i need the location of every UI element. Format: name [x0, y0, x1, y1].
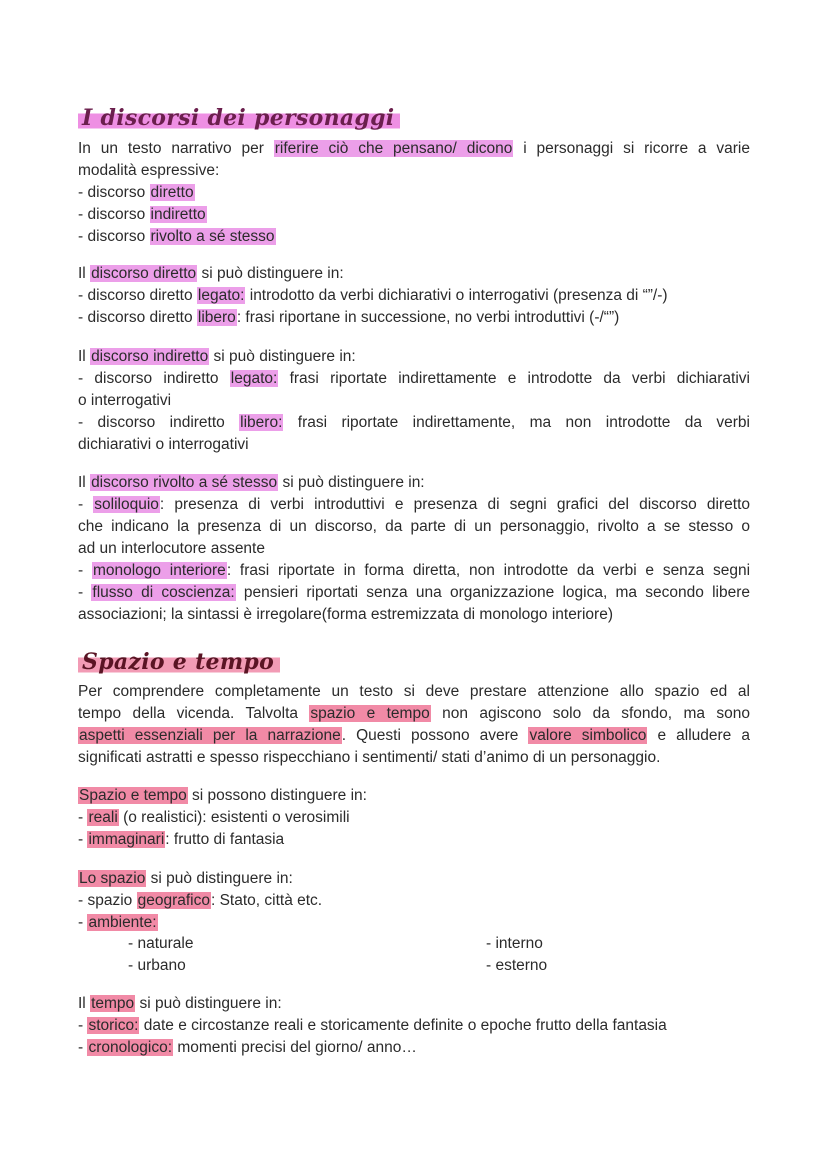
highlight: monologo interiore	[92, 562, 226, 579]
highlight: diretto	[150, 184, 194, 201]
list-item: - discorso rivolto a sé stesso	[78, 228, 275, 245]
highlight: tempo	[91, 995, 135, 1012]
text-line: o interrogativi	[78, 392, 172, 409]
text-line: significati astratti e spesso rispecchiano i sentimenti/ stati d’animo di un personaggio.	[78, 749, 661, 766]
text-line: modalità espressive:	[78, 162, 220, 179]
sub-item: - interno	[486, 935, 543, 952]
highlight: flusso di coscienza:	[92, 584, 235, 601]
highlight: libero:	[240, 414, 283, 431]
highlight: discorso rivolto a sé stesso	[91, 474, 278, 491]
list-item: - spazio geografico: Stato, città etc.	[78, 892, 323, 909]
list-item: - reali (o realistici): esistenti o verosimili	[78, 809, 350, 826]
sub-item: - naturale	[128, 935, 194, 952]
section-title-spazio-tempo: Spazio e tempo	[78, 647, 280, 677]
text-line: In un testo narrativo per riferire ciò che pensano/ dicono i personaggi si ricorre a varie	[78, 140, 750, 157]
list-item: - monologo interiore: frasi riportate in forma diretta, non introdotte da verbi e senza segni	[78, 562, 751, 579]
discorso-indiretto-block	[78, 346, 750, 456]
list-item: - discorso indiretto	[78, 206, 206, 223]
list-item: - immaginari: frutto di fantasia	[78, 831, 285, 848]
text-line: Il tempo si può distinguere in:	[78, 995, 282, 1012]
list-item: - flusso di coscienza: pensieri riportati senza una organizzazione logica, ma secondo libere	[78, 584, 750, 601]
highlight: reali	[88, 809, 118, 826]
list-item: - discorso indiretto libero: frasi riportate indirettamente, ma non introdotte da verbi	[78, 414, 750, 431]
list-item: - discorso indiretto legato: frasi riportate indirettamente e introdotte da verbi dichiarativi	[78, 370, 750, 387]
list-item: - storico: date e circostanze reali e storicamente definite o epoche frutto della fantasia	[78, 1017, 667, 1034]
highlight: storico:	[88, 1017, 139, 1034]
intro-paragraph	[78, 138, 750, 248]
lo-spazio-block	[78, 868, 750, 934]
discorso-diretto-block	[78, 263, 750, 329]
highlight: libero	[197, 309, 236, 326]
highlight: spazio e tempo	[310, 705, 430, 722]
text-line: Spazio e tempo si possono distinguere in:	[79, 787, 367, 804]
list-item: - soliloquio: presenza di verbi introduttivi e presenza di segni grafici del discorso diretto	[78, 496, 750, 513]
highlight: rivolto a sé stesso	[150, 228, 275, 245]
text-line: Il discorso diretto si può distinguere in:	[78, 265, 344, 282]
spazio-tempo-distinzione	[78, 785, 750, 851]
text-line: Il discorso indiretto si può distinguere in:	[78, 348, 356, 365]
highlight: ambiente:	[88, 914, 157, 931]
highlight: Spazio e tempo	[79, 787, 187, 804]
highlight: riferire ciò che pensano/ dicono	[274, 140, 513, 157]
highlight: legato:	[197, 287, 245, 304]
spazio-tempo-paragraph	[78, 681, 750, 769]
list-item: - discorso diretto	[78, 184, 194, 201]
text-line: Lo spazio si può distinguere in:	[79, 870, 293, 887]
text-line: Il discorso rivolto a sé stesso si può distinguere in:	[78, 474, 425, 491]
section-title-discorsi: I discorsi dei personaggi	[78, 103, 400, 133]
text-line: dichiarativi o interrogativi	[78, 436, 249, 453]
highlight: cronologico:	[88, 1039, 173, 1056]
highlight: immaginari	[88, 831, 165, 848]
list-item: - discorso diretto libero: frasi riportane in successione, no verbi introduttivi (-/“”)	[78, 309, 620, 326]
highlight: aspetti essenziali per la narrazione	[79, 727, 341, 744]
text-line: Per comprendere completamente un testo si deve prestare attenzione allo spazio ed al	[78, 683, 750, 700]
highlight: discorso diretto	[91, 265, 197, 282]
text-line: associazioni; la sintassi è irregolare(forma estremizzata di monologo interiore)	[78, 606, 613, 623]
sub-item: - esterno	[486, 957, 548, 974]
list-item: - discorso diretto legato: introdotto da verbi dichiarativi o interrogativi (presenza di “”/-)	[78, 287, 668, 304]
highlight: valore simbolico	[529, 727, 647, 744]
highlight: indiretto	[150, 206, 206, 223]
highlight: soliloquio	[94, 496, 159, 513]
highlight: Lo spazio	[79, 870, 146, 887]
highlight: geografico	[137, 892, 210, 909]
text-line: che indicano la presenza di un discorso, da parte di un personaggio, rivolto a se stesso o	[78, 518, 750, 535]
text-line: ad un interlocutore assente	[78, 540, 265, 557]
list-item: - cronologico: momenti precisi del giorno/ anno…	[78, 1039, 417, 1056]
discorso-rivolto-block	[78, 472, 750, 626]
text-line: aspetti essenziali per la narrazione. Questi possono avere valore simbolico e alludere a	[79, 727, 750, 744]
sub-item: - urbano	[128, 957, 186, 974]
list-item: - ambiente:	[78, 914, 157, 931]
highlight: discorso indiretto	[91, 348, 209, 365]
highlight: legato:	[230, 370, 278, 387]
text-line: tempo della vicenda. Talvolta spazio e tempo non agiscono solo da sfondo, ma sono	[78, 705, 751, 722]
il-tempo-block	[78, 993, 750, 1059]
